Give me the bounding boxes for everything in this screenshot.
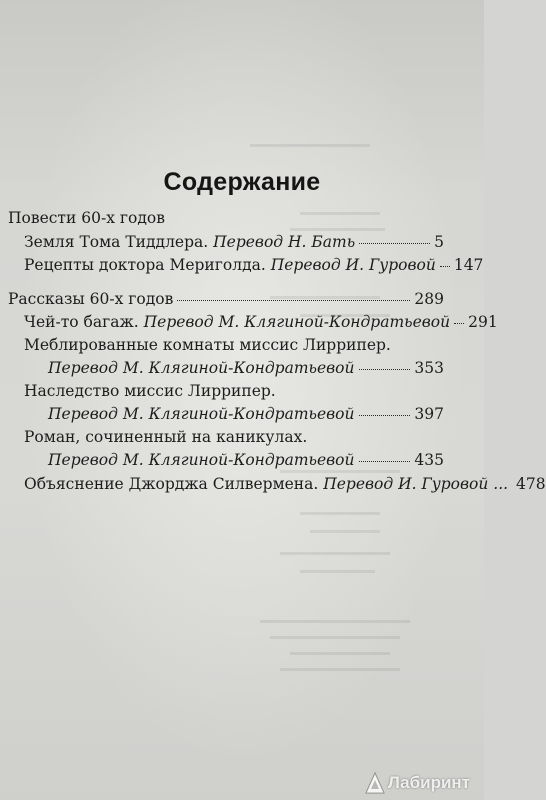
section-heading <box>8 290 444 308</box>
entry-title: Меблированные комнаты миссис Лиррипер. <box>24 336 391 354</box>
entry-translator: Перевод М. Клягиной-Кондратьевой <box>143 313 451 331</box>
section-heading-text: Рассказы 60-х годов <box>8 290 174 308</box>
entry-translator: Перевод И. Гуровой ... <box>323 475 509 493</box>
page-title: Содержание <box>163 168 321 196</box>
entry-translator: Перевод М. Клягиной-Кондратьевой <box>48 451 355 469</box>
toc-entry <box>24 256 484 274</box>
entry-title: Чей-то багаж. <box>24 313 139 331</box>
entry-page-number: 147 <box>453 256 484 274</box>
section-page-number: 289 <box>414 290 444 308</box>
entry-page-number: 478 <box>516 475 546 493</box>
section-heading-text: Повести 60-х годов <box>8 209 165 227</box>
dot-leader <box>359 243 430 244</box>
toc-entry <box>24 475 546 493</box>
toc-entry-translator-line <box>48 359 444 377</box>
entry-page-number: 291 <box>468 313 498 331</box>
entry-page-number: 435 <box>414 451 444 469</box>
dot-leader <box>454 323 464 324</box>
entry-translator: Перевод И. Гуровой <box>270 256 436 274</box>
dot-leader <box>359 415 411 416</box>
labirint-logo-icon <box>365 772 385 794</box>
dot-leader <box>359 369 411 370</box>
entry-title: Земля Тома Тиддлера. <box>24 233 209 251</box>
entry-page-number: 353 <box>414 359 444 377</box>
toc-entry-title-line <box>24 382 276 400</box>
entry-page-number: 397 <box>414 405 444 423</box>
entry-translator: Перевод М. Клягиной-Кондратьевой <box>48 405 355 423</box>
dot-leader <box>359 461 411 462</box>
entry-title: Объяснение Джорджа Силвермена. <box>24 475 319 493</box>
watermark-logo <box>365 772 470 794</box>
entry-translator: Перевод Н. Бать <box>213 233 356 251</box>
dot-leader <box>177 300 410 301</box>
toc-entry-translator-line <box>48 405 444 423</box>
entry-title: Роман, сочиненный на каникулах. <box>24 428 308 446</box>
toc-entry-title-line <box>24 428 307 446</box>
entry-translator: Перевод М. Клягиной-Кондратьевой <box>48 359 355 377</box>
dot-leader <box>440 266 450 267</box>
watermark-text: Лабиринт <box>387 773 470 792</box>
entry-page-number: 5 <box>434 233 444 251</box>
entry-title: Рецепты доктора Мериголда. <box>24 256 266 274</box>
toc-entry <box>24 233 444 251</box>
toc-entry-translator-line <box>48 451 444 469</box>
toc-entry <box>24 313 498 331</box>
toc-entry-title-line <box>24 336 391 354</box>
section-heading <box>8 209 165 227</box>
entry-title: Наследство миссис Лиррипер. <box>24 382 276 400</box>
